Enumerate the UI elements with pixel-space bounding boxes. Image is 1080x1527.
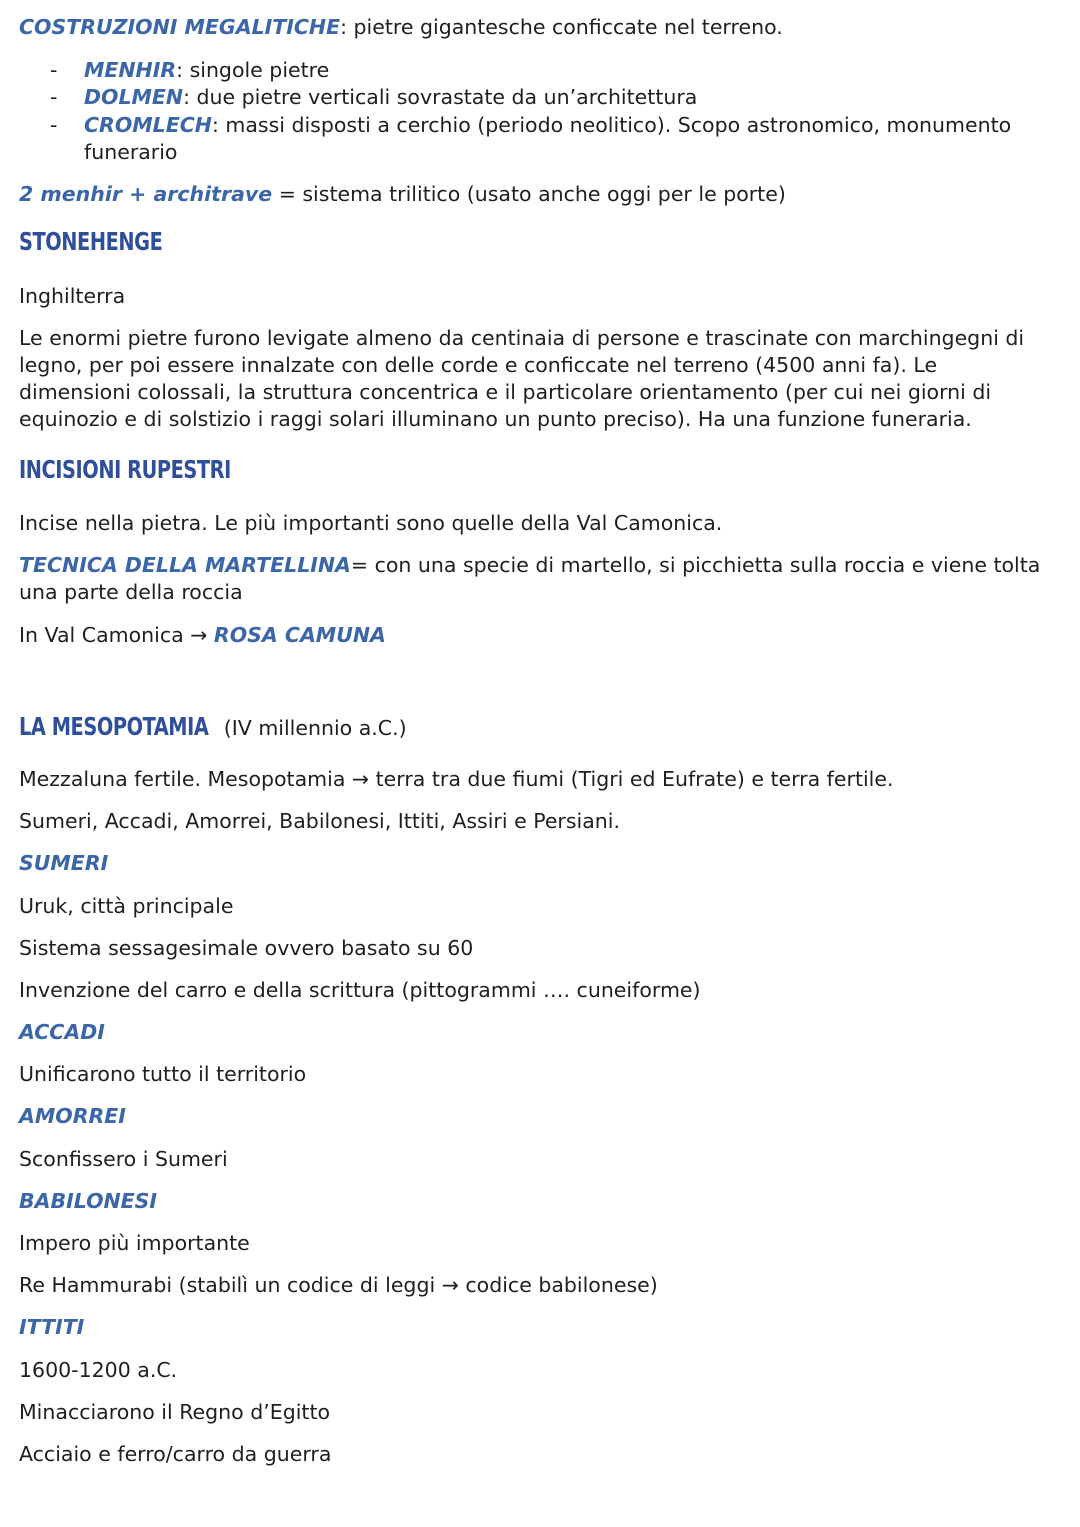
stonehenge-place: Inghilterra bbox=[19, 284, 126, 308]
amorrei-title-row bbox=[19, 1103, 1055, 1130]
arrow-right-icon: → bbox=[441, 1273, 459, 1297]
incisioni-heading-row bbox=[19, 456, 1055, 485]
menhir-term: MENHIR bbox=[84, 58, 177, 82]
mesopotamia-line1-a: Mezzaluna fertile. Mesopotamia bbox=[19, 767, 346, 791]
mesopotamia-line1-b: terra tra due fiumi (Tigri ed Eufrate) e terra fertile. bbox=[375, 767, 894, 791]
amorrei-title: AMORREI bbox=[19, 1104, 126, 1128]
dolmen-term: DOLMEN bbox=[84, 85, 184, 109]
sumeri-line: Sistema sessagesimale ovvero basato su 60 bbox=[19, 936, 474, 960]
trilitic-line bbox=[19, 181, 1055, 208]
ittiti-line: Acciaio e ferro/carro da guerra bbox=[19, 1442, 332, 1466]
arrow-right-icon: → bbox=[190, 623, 208, 647]
tecnica-line bbox=[19, 552, 1055, 606]
list-bullet: - bbox=[50, 58, 58, 82]
babilonesi-line: Impero più importante bbox=[19, 1231, 250, 1255]
amorrei-line: Sconfissero i Sumeri bbox=[19, 1147, 228, 1171]
babilonesi-title: BABILONESI bbox=[19, 1189, 158, 1213]
list-bullet: - bbox=[50, 85, 58, 109]
rosa-prefix: In Val Camonica bbox=[19, 623, 184, 647]
megalitiche-term: COSTRUZIONI MEGALITICHE bbox=[19, 15, 341, 39]
sumeri-title-row bbox=[19, 850, 1055, 877]
babilonesi-line2 bbox=[19, 1272, 1055, 1299]
sumeri-line: Invenzione del carro e della scrittura (pittogrammi …. cuneiforme) bbox=[19, 978, 701, 1002]
mesopotamia-period: (IV millennio a.C.) bbox=[223, 716, 407, 740]
incisioni-heading: INCISIONI RUPESTRI bbox=[19, 455, 231, 484]
arrow-right-icon: → bbox=[351, 767, 370, 791]
ittiti-line: Minacciarono il Regno d’Egitto bbox=[19, 1400, 331, 1424]
accadi-title-row bbox=[19, 1019, 1055, 1046]
cromlech-desc: : massi disposti a cerchio (periodo neolitico). Scopo astronomico, monumento funerario bbox=[84, 113, 1012, 164]
dolmen-desc: : due pietre verticali sovrastate da un’architettura bbox=[183, 85, 698, 109]
accadi-title: ACCADI bbox=[19, 1020, 105, 1044]
accadi-line: Unificarono tutto il territorio bbox=[19, 1062, 307, 1086]
rosa-line bbox=[19, 622, 1055, 649]
stonehenge-heading: STONEHENGE bbox=[19, 227, 163, 256]
rosa-term: ROSA CAMUNA bbox=[213, 623, 386, 647]
stonehenge-paragraph: Le enormi pietre furono levigate almeno da centinaia di persone e trascinate con marchingegni di legno, per poi essere innalzate con delle corde e conficcate nel terreno (4500 anni fa). Le dimensioni colossali, la struttura concentrica e il particolare orientamento (per cui nei giorni di equinozio e di solstizio i raggi solari illuminano un punto preciso). Ha una funzione funeraria. bbox=[19, 326, 1025, 431]
menhir-desc: : singole pietre bbox=[176, 58, 330, 82]
ittiti-line: 1600-1200 a.C. bbox=[19, 1358, 178, 1382]
list-item-cromlech bbox=[84, 112, 1055, 166]
ittiti-title-row bbox=[19, 1314, 1055, 1341]
mesopotamia-peoples: Sumeri, Accadi, Amorrei, Babilonesi, Ittiti, Assiri e Persiani. bbox=[19, 809, 621, 833]
megalitiche-line bbox=[19, 14, 1055, 41]
cromlech-term: CROMLECH bbox=[84, 113, 212, 137]
sumeri-title: SUMERI bbox=[19, 851, 109, 875]
trilitic-desc: = sistema trilitico (usato anche oggi per le porte) bbox=[272, 182, 786, 206]
list-item-menhir bbox=[84, 57, 1055, 84]
list-bullet: - bbox=[50, 113, 58, 137]
babilonesi-line2-a: Re Hammurabi (stabilì un codice di leggi bbox=[19, 1273, 436, 1297]
tecnica-term: TECNICA DELLA MARTELLINA bbox=[19, 553, 351, 577]
list-item-dolmen bbox=[84, 84, 1055, 111]
ittiti-title: ITTITI bbox=[19, 1315, 85, 1339]
trilitic-term: 2 menhir + architrave bbox=[19, 182, 273, 206]
mesopotamia-heading-row bbox=[19, 713, 1055, 742]
sumeri-line: Uruk, città principale bbox=[19, 894, 234, 918]
mesopotamia-heading: LA MESOPOTAMIA bbox=[19, 712, 209, 741]
incisioni-intro: Incise nella pietra. Le più importanti sono quelle della Val Camonica. bbox=[19, 511, 723, 535]
mesopotamia-line1 bbox=[19, 766, 1055, 793]
babilonesi-line2-b: codice babilonese) bbox=[465, 1273, 658, 1297]
stonehenge-heading-row bbox=[19, 228, 1055, 257]
tecnica-desc: = con una specie di martello, si picchietta sulla roccia e viene tolta una parte della roccia bbox=[19, 553, 1041, 604]
babilonesi-title-row bbox=[19, 1188, 1055, 1215]
megalitiche-desc: : pietre gigantesche conficcate nel terreno. bbox=[340, 15, 783, 39]
